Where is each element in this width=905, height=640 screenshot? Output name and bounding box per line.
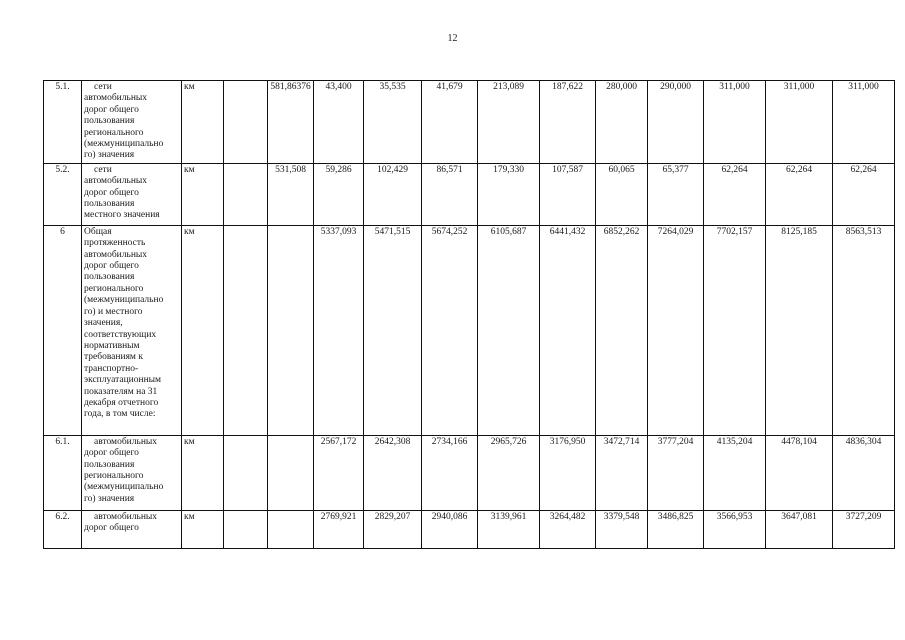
indicator-name-line: показателям на 31 [84, 386, 158, 397]
table-row [44, 435, 895, 510]
indicator-name-line: регионального [84, 127, 144, 138]
value-cell: 60,065 [596, 163, 648, 225]
indicator-name-line: (межмуниципально [84, 139, 164, 150]
indicator-name-line: автомобильных [84, 176, 148, 187]
indicator-name-line: сети [94, 164, 112, 175]
indicator-name-line: автомобильных [84, 93, 148, 104]
value-cell: 3647,081 [766, 510, 833, 548]
value-cell [268, 510, 314, 548]
value-cell: 213,089 [478, 81, 540, 164]
indicator-name-line: дорог общего [84, 261, 139, 272]
value-cell: 2965,726 [478, 435, 540, 510]
value-cell: 2769,921 [314, 510, 364, 548]
indicator-name-line: го) значения [84, 493, 135, 504]
value-cell: 7702,157 [704, 225, 766, 435]
value-cell: 3727,209 [833, 510, 895, 548]
value-cell: 6441,432 [540, 225, 596, 435]
value-cell: 5337,093 [314, 225, 364, 435]
indicator-name-line: местного значения [84, 210, 160, 221]
value-cell: 107,587 [540, 163, 596, 225]
indicator-name [82, 225, 182, 435]
value-cell: 4836,304 [833, 435, 895, 510]
indicator-name-line: дорог общего [84, 523, 139, 534]
unit-cell: км [182, 163, 224, 225]
value-cell: 65,377 [648, 163, 704, 225]
value-cell: 4135,204 [704, 435, 766, 510]
value-cell: 62,264 [704, 163, 766, 225]
indicator-name-line: го) значения [84, 150, 135, 161]
table-row [44, 225, 895, 435]
value-cell: 86,571 [422, 163, 478, 225]
value-cell: 35,535 [364, 81, 422, 164]
table-row [44, 81, 895, 164]
indicator-name [82, 510, 182, 548]
indicator-table [43, 80, 895, 549]
value-cell: 7264,029 [648, 225, 704, 435]
value-cell: 2567,172 [314, 435, 364, 510]
value-cell [268, 435, 314, 510]
value-cell: 4478,104 [766, 435, 833, 510]
row-number: 6.1. [44, 435, 82, 510]
value-cell: 2940,086 [422, 510, 478, 548]
value-cell: 2642,308 [364, 435, 422, 510]
page-number: 12 [447, 33, 458, 44]
value-cell: 5471,515 [364, 225, 422, 435]
table-row [44, 510, 895, 548]
value-cell: 6852,262 [596, 225, 648, 435]
value-cell: 581,86376 [268, 81, 314, 164]
row-number: 6.2. [44, 510, 82, 548]
indicator-name-line: дорог общего [84, 448, 139, 459]
value-cell: 3777,204 [648, 435, 704, 510]
value-cell: 3566,953 [704, 510, 766, 548]
indicator-name [82, 435, 182, 510]
value-cell: 179,330 [478, 163, 540, 225]
indicator-name-line: автомобильных [84, 249, 148, 260]
indicator-name-line: соответствующих [84, 329, 157, 340]
value-cell: 531,508 [268, 163, 314, 225]
value-cell: 62,264 [833, 163, 895, 225]
indicator-name-line: требованиям к [84, 352, 143, 363]
indicator-name-line: нормативным [84, 340, 140, 351]
value-cell: 3472,714 [596, 435, 648, 510]
value-cell: 311,000 [766, 81, 833, 164]
indicator-name-line: транспортно- [84, 363, 139, 374]
value-cell: 3264,482 [540, 510, 596, 548]
indicator-name-line: года, в том числе: [84, 409, 156, 420]
unit-cell: км [182, 435, 224, 510]
value-cell: 3379,548 [596, 510, 648, 548]
value-cell: 187,622 [540, 81, 596, 164]
row-number: 6 [44, 225, 82, 435]
value-cell: 62,264 [766, 163, 833, 225]
row-number: 5.2. [44, 163, 82, 225]
unit-cell: км [182, 81, 224, 164]
indicator-name-line: (межмуниципально [84, 295, 164, 306]
indicator-name-line: протяженность [84, 238, 146, 249]
indicator-name-line: пользования [84, 199, 135, 210]
indicator-name-line: эксплуатационным [84, 375, 162, 386]
indicator-name-line: Общая [84, 226, 112, 237]
indicator-name-line: автомобильных [94, 511, 158, 522]
empty-cell [224, 225, 268, 435]
unit-cell: км [182, 225, 224, 435]
value-cell: 3486,825 [648, 510, 704, 548]
value-cell: 41,679 [422, 81, 478, 164]
value-cell: 8563,513 [833, 225, 895, 435]
row-number: 5.1. [44, 81, 82, 164]
value-cell: 3176,950 [540, 435, 596, 510]
value-cell: 311,000 [833, 81, 895, 164]
indicator-name-line: регионального [84, 471, 144, 482]
value-cell: 2734,166 [422, 435, 478, 510]
value-cell: 43,400 [314, 81, 364, 164]
indicator-name-line: сети [94, 82, 112, 92]
value-cell: 290,000 [648, 81, 704, 164]
value-cell: 311,000 [704, 81, 766, 164]
empty-cell [224, 163, 268, 225]
indicator-name-line: (межмуниципально [84, 482, 164, 493]
indicator-name-line: пользования [84, 272, 135, 283]
indicator-name-line: дорог общего [84, 187, 139, 198]
indicator-name-line: дорог общего [84, 104, 139, 115]
indicator-name-line: регионального [84, 283, 144, 294]
unit-cell: км [182, 510, 224, 548]
value-cell: 2829,207 [364, 510, 422, 548]
table-row [44, 163, 895, 225]
indicator-name-line: го) и местного [84, 306, 143, 317]
indicator-name-line: автомобильных [94, 436, 158, 447]
value-cell [268, 225, 314, 435]
value-cell: 6105,687 [478, 225, 540, 435]
indicator-name-line: пользования [84, 459, 135, 470]
value-cell: 8125,185 [766, 225, 833, 435]
empty-cell [224, 81, 268, 164]
value-cell: 102,429 [364, 163, 422, 225]
empty-cell [224, 435, 268, 510]
indicator-name [82, 163, 182, 225]
value-cell: 280,000 [596, 81, 648, 164]
empty-cell [224, 510, 268, 548]
indicator-name-line: значения, [84, 318, 123, 329]
value-cell: 5674,252 [422, 225, 478, 435]
indicator-name [82, 81, 182, 164]
indicator-name-line: декабря отчетного [84, 397, 159, 408]
value-cell: 3139,961 [478, 510, 540, 548]
indicator-name-line: пользования [84, 116, 135, 127]
value-cell: 59,286 [314, 163, 364, 225]
